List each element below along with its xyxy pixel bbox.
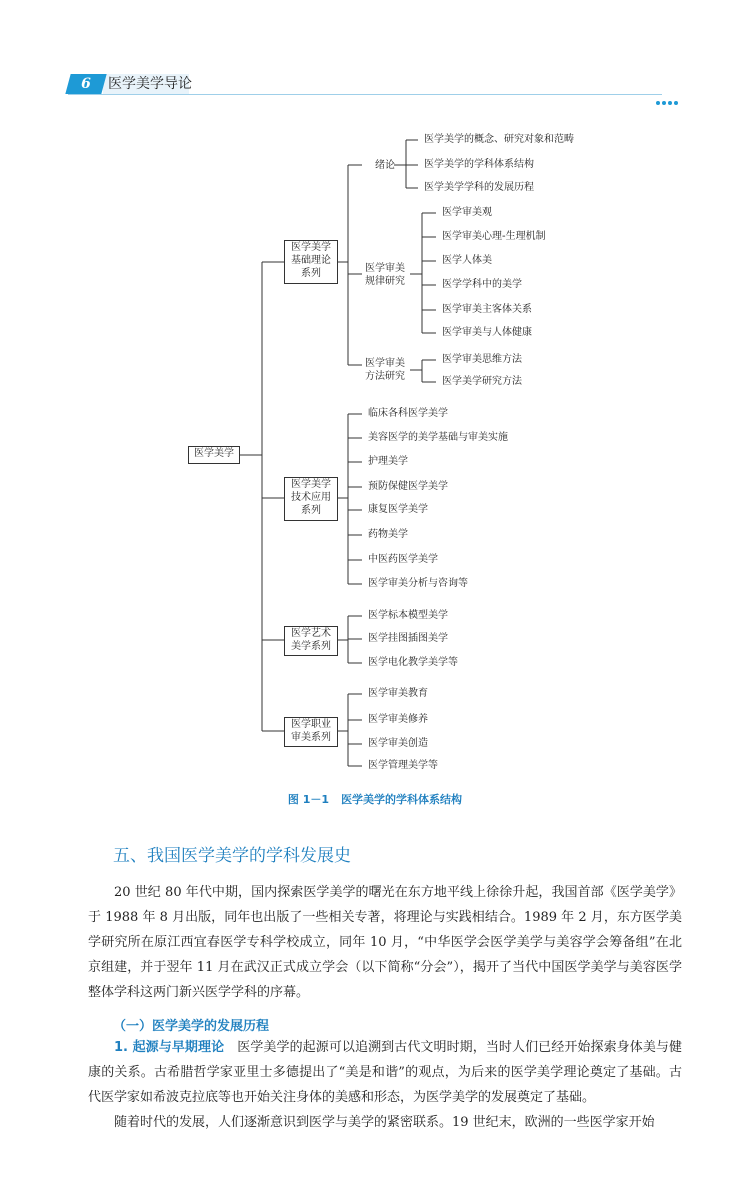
discipline-structure-diagram xyxy=(0,120,750,780)
list-item: 美容医学的美学基础与审美实施 xyxy=(368,432,508,443)
list-item: 医学学科中的美学 xyxy=(442,279,522,290)
header-rule xyxy=(68,94,662,95)
branch-node: 医学艺术 美学系列 xyxy=(284,626,338,656)
list-item: 医学管理美学等 xyxy=(368,760,438,771)
list-item: 医学挂图插图美学 xyxy=(368,633,448,644)
list-item: 临床各科医学美学 xyxy=(368,408,448,419)
book-title: 医学美学导论 xyxy=(108,76,192,92)
header-dots xyxy=(656,90,680,109)
branch-node: 医学职业 审美系列 xyxy=(284,717,338,747)
run-in-heading: 1. 起源与早期理论 xyxy=(114,1040,225,1055)
list-item: 医学审美与人体健康 xyxy=(442,327,532,338)
list-item: 医学审美主客体关系 xyxy=(442,304,532,315)
sub-branch-label: 医学审美 方法研究 xyxy=(365,358,405,382)
paragraph-2-text: 医学美学的起源可以追溯到古代文明时期，当时人们已经开始探索身体美与健康的关系。古希腊哲学家亚里士多德提出了“美是和谐”的观点，为后来的医学美学理论奠定了基础。古代医学家如希波克拉底等也开始关注身体的美感和形态，为医学美学的发展奠定了基础。 xyxy=(88,1040,682,1105)
diagram-root-node: 医学美学 xyxy=(188,446,240,464)
list-item: 护理美学 xyxy=(368,456,408,467)
list-item: 医学审美教育 xyxy=(368,688,428,699)
branch-node: 医学美学 技术应用 系列 xyxy=(284,477,338,521)
section-heading: 五、我国医学美学的学科发展史 xyxy=(113,846,351,866)
list-item: 医学标本模型美学 xyxy=(368,610,448,621)
paragraph-3: 随着时代的发展，人们逐渐意识到医学与美学的紧密联系。19 世纪末，欧洲的一些医学家开始 xyxy=(114,1115,655,1130)
list-item: 医学审美思维方法 xyxy=(442,354,522,365)
list-item: 中医药医学美学 xyxy=(368,554,438,565)
sub-branch-label: 绪论 xyxy=(375,160,395,171)
list-item: 医学审美心理-生理机制 xyxy=(442,231,546,242)
list-item: 医学审美分析与咨询等 xyxy=(368,578,468,589)
diagram-connectors xyxy=(0,120,750,780)
paragraph-1: 20 世纪 80 年代中期，国内探索医学美学的曙光在东方地平线上徐徐升起，我国首部《医学美学》于 1988 年 8 月出版，同年也出版了一些相关专著，将理论与实践相结合。1989 年 2 月，东方医学美学研究所在原江西宜春医学专科学校成立，同年 10 月，“中华医学会医学美学与美容学会筹备组”在北京组建，并于翌年 11 月在武汉正式成立学会（以下简称“分会”），揭开了当代中国医学美学与美容医学整体学科这两门新兴医学学科的序幕。 xyxy=(88,885,682,1000)
list-item: 医学美学的学科体系结构 xyxy=(424,159,534,170)
list-item: 医学审美修养 xyxy=(368,714,428,725)
list-item: 医学审美创造 xyxy=(368,738,428,749)
list-item: 医学美学研究方法 xyxy=(442,376,522,387)
figure-caption-number: 图 1－1 xyxy=(287,793,330,806)
paragraph-2 xyxy=(88,1035,682,1110)
subsection-heading: （一）医学美学的发展历程 xyxy=(113,1019,270,1034)
branch-node: 医学美学 基础理论 系列 xyxy=(284,240,338,284)
page-header xyxy=(0,0,750,110)
list-item: 药物美学 xyxy=(368,529,408,540)
list-item: 预防保健医学美学 xyxy=(368,481,448,492)
page-number-badge xyxy=(65,74,106,94)
list-item: 医学美学学科的发展历程 xyxy=(424,182,534,193)
page-number: 6 xyxy=(81,76,91,92)
figure-caption xyxy=(0,791,750,807)
list-item: 医学美学的概念、研究对象和范畴 xyxy=(424,134,574,145)
list-item: 医学人体美 xyxy=(442,255,492,266)
list-item: 医学审美观 xyxy=(442,207,492,218)
list-item: 医学电化教学美学等 xyxy=(368,657,458,668)
sub-branch-label: 医学审美 规律研究 xyxy=(365,263,405,287)
list-item: 康复医学美学 xyxy=(368,504,428,515)
figure-caption-text: 医学美学的学科体系结构 xyxy=(341,793,463,806)
